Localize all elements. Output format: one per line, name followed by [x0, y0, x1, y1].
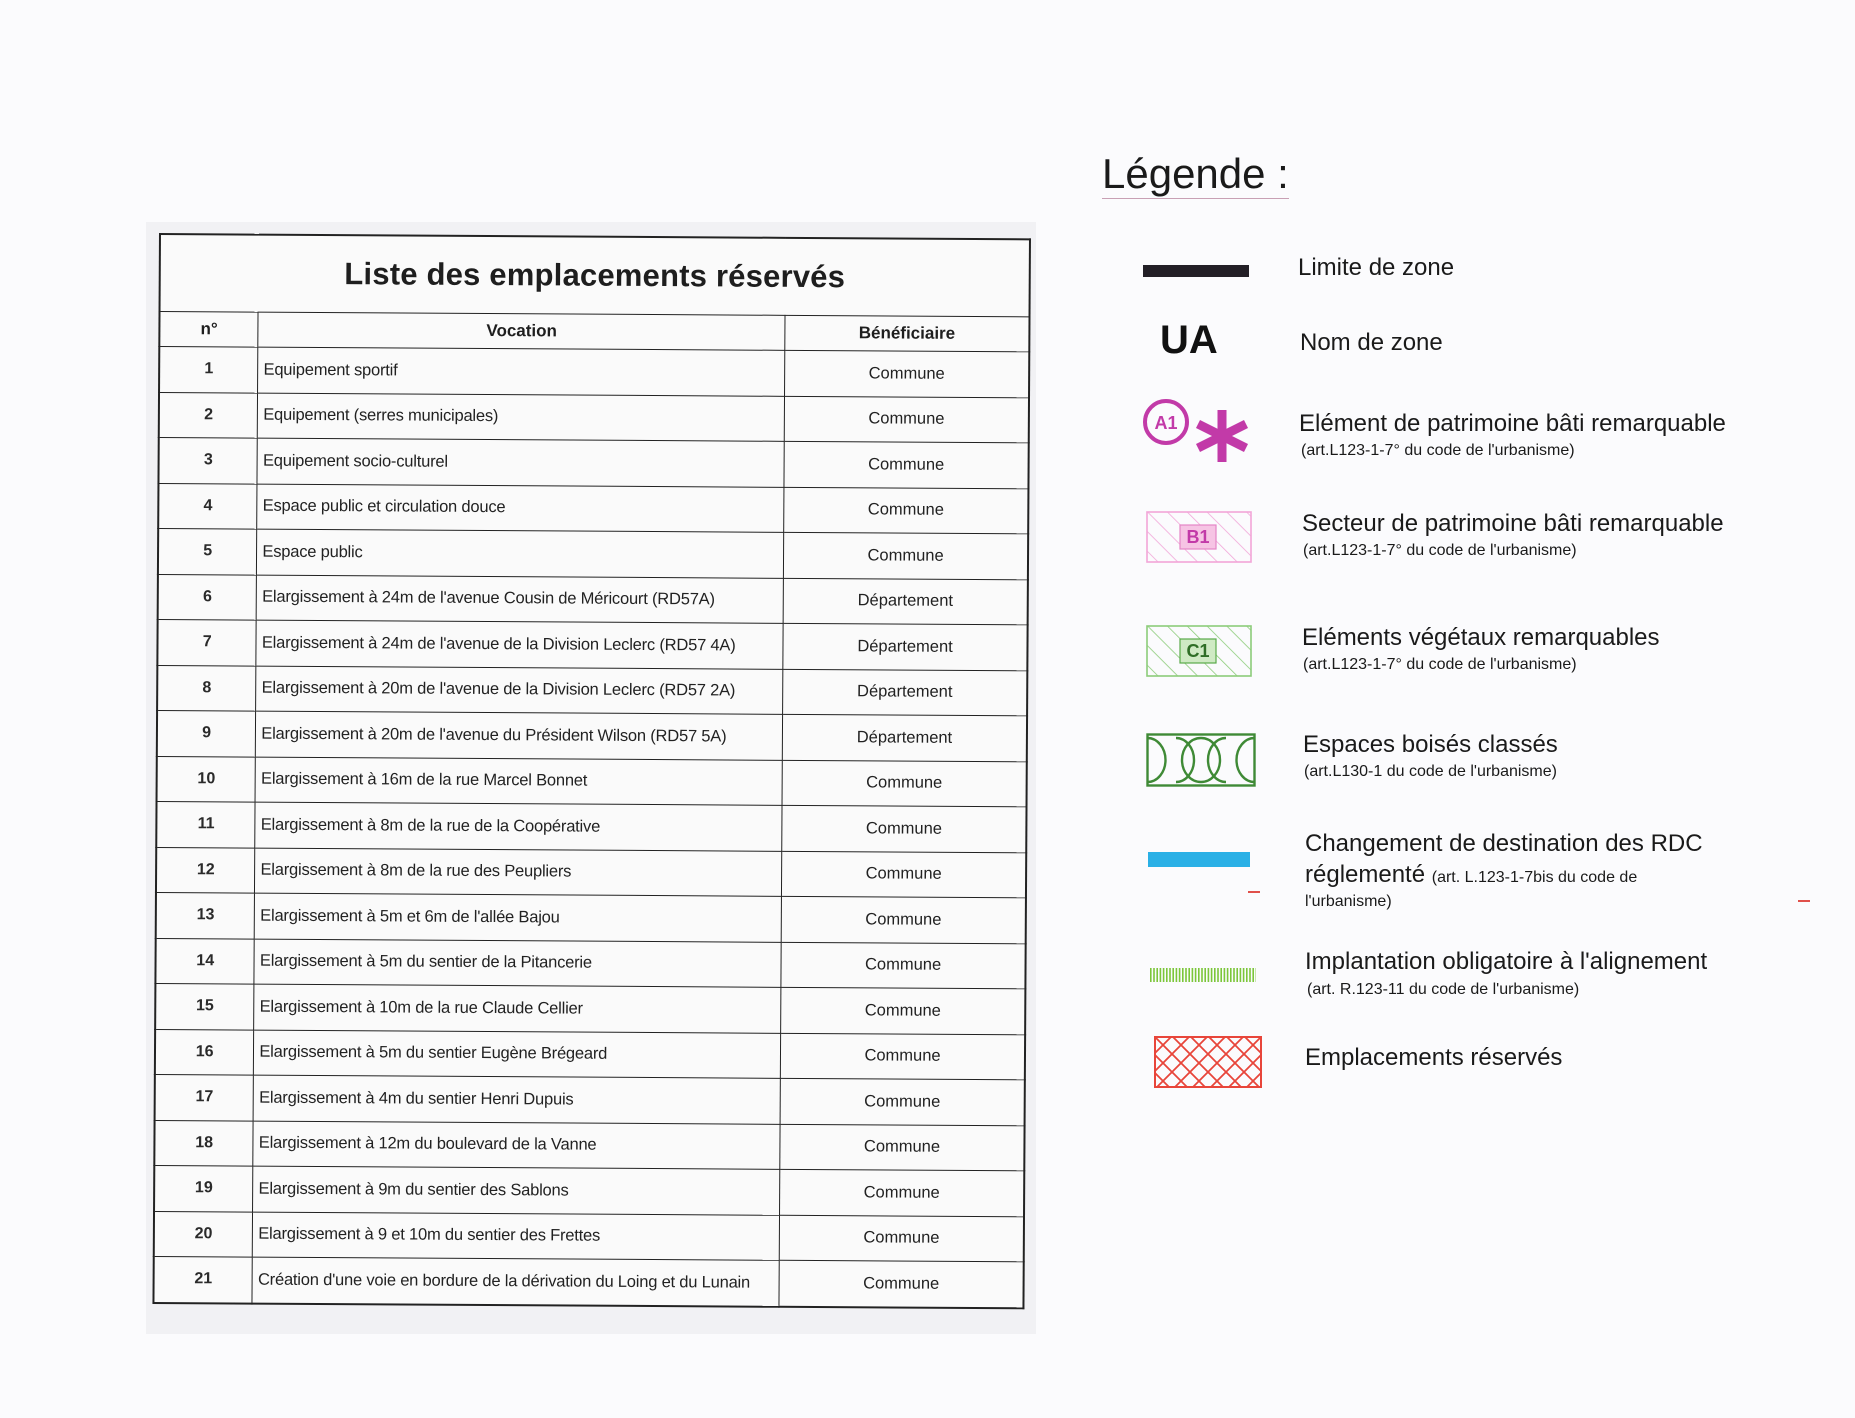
row-vocation: Equipement sportif	[258, 347, 785, 396]
row-number: 20	[154, 1211, 253, 1257]
row-vocation: Elargissement à 20m de l'avenue du Président Wilson (RD57 5A)	[256, 711, 783, 760]
row-number: 1	[159, 347, 258, 393]
row-beneficiary: Commune	[780, 1033, 1025, 1080]
row-beneficiary: Commune	[782, 851, 1027, 898]
row-number: 6	[158, 574, 257, 620]
row-beneficiary: Département	[783, 578, 1028, 625]
row-number: 11	[156, 801, 255, 847]
row-vocation: Elargissement à 20m de l'avenue de la Division Leclerc (RD57 2A)	[256, 666, 783, 715]
table-row	[156, 847, 1026, 898]
legend-label-plant-elements: Eléments végétaux remarquables	[1302, 624, 1660, 651]
row-number: 9	[157, 710, 256, 756]
table-body	[153, 347, 1029, 1308]
legend-note-plant-elements: (art.L123-1-7° du code de l'urbanisme)	[1303, 656, 1577, 673]
row-vocation: Elargissement à 4m du sentier Henri Dupuis	[253, 1075, 780, 1124]
legend-label-classified-woods: Espaces boisés classés	[1303, 731, 1558, 758]
row-beneficiary: Commune	[785, 350, 1030, 397]
pink-hatched-box-icon	[1146, 511, 1252, 563]
magenta-circle-asterisk-icon	[1140, 396, 1260, 468]
row-number: 5	[158, 529, 257, 575]
table-row	[154, 1211, 1024, 1262]
row-number: 7	[157, 619, 256, 665]
legend-label-heritage-sector: Secteur de patrimoine bâti remarquable	[1302, 510, 1724, 537]
row-vocation: Elargissement à 5m du sentier Eugène Brégeard	[254, 1030, 781, 1079]
red-crosshatch-box-icon	[1154, 1036, 1262, 1088]
legend-note-ground-floor-change-line3: l'urbanisme)	[1305, 893, 1392, 910]
row-vocation: Equipement (serres municipales)	[258, 393, 785, 442]
legend-label-zone-name: Nom de zone	[1300, 329, 1443, 356]
legend-label-ground-floor-change-word: réglementé	[1305, 861, 1426, 888]
legend-title: Légende :	[1102, 150, 1289, 197]
row-beneficiary: Commune	[782, 805, 1027, 852]
row-vocation: Création d'une voie en bordure de la dérivation du Loing et du Lunain	[252, 1257, 779, 1306]
row-number: 16	[155, 1029, 254, 1075]
table-title: Liste des emplacements réservés	[160, 234, 1030, 317]
table-row	[157, 619, 1027, 670]
column-header-beneficiary: Bénéficiaire	[785, 315, 1030, 351]
table-row	[155, 938, 1025, 989]
row-beneficiary: Commune	[781, 942, 1026, 989]
legend-note-alignment: (art. R.123-11 du code de l'urbanisme)	[1307, 981, 1580, 998]
table-row	[156, 801, 1026, 852]
table-row	[158, 529, 1028, 580]
row-beneficiary: Commune	[784, 441, 1029, 488]
table-row	[155, 1029, 1025, 1080]
table-row	[155, 1074, 1025, 1125]
green-hatched-box-icon	[1146, 625, 1252, 677]
row-vocation: Elargissement à 5m du sentier de la Pitancerie	[254, 939, 781, 988]
row-vocation: Espace public	[257, 529, 784, 578]
row-beneficiary: Commune	[782, 760, 1027, 807]
row-vocation: Elargissement à 8m de la rue de la Coopérative	[255, 802, 782, 851]
row-vocation: Elargissement à 16m de la rue Marcel Bonnet	[255, 757, 782, 806]
table-row	[157, 665, 1027, 716]
legend-note-heritage-element: (art.L123-1-7° du code de l'urbanisme)	[1301, 442, 1575, 459]
row-beneficiary: Département	[783, 623, 1028, 670]
table-row	[156, 892, 1026, 943]
green-circles-pattern-icon	[1146, 733, 1256, 787]
row-number: 8	[157, 665, 256, 711]
heritage-sector-code: B1	[1186, 527, 1210, 547]
row-beneficiary: Commune	[779, 1260, 1024, 1307]
reserved-sites-table	[152, 233, 1031, 1309]
row-vocation: Elargissement à 24m de l'avenue de la Division Leclerc (RD57 4A)	[256, 620, 783, 669]
row-beneficiary: Commune	[780, 1078, 1025, 1125]
row-vocation: Elargissement à 8m de la rue des Peupliers	[255, 848, 782, 897]
row-vocation: Elargissement à 9m du sentier des Sablons	[253, 1166, 780, 1215]
row-number: 10	[157, 756, 256, 802]
row-vocation: Elargissement à 5m et 6m de l'allée Bajou	[255, 893, 782, 942]
row-number: 2	[159, 392, 258, 438]
row-number: 17	[155, 1074, 254, 1120]
row-vocation: Espace public et circulation douce	[257, 484, 784, 533]
legend-note-heritage-sector: (art.L123-1-7° du code de l'urbanisme)	[1303, 542, 1577, 559]
legend-label-alignment: Implantation obligatoire à l'alignement	[1305, 948, 1708, 975]
row-beneficiary: Commune	[784, 487, 1029, 534]
row-number: 13	[156, 892, 255, 938]
legend-label-zone-limit: Limite de zone	[1298, 254, 1455, 281]
row-number: 21	[153, 1256, 252, 1303]
row-number: 15	[155, 983, 254, 1029]
row-number: 18	[154, 1120, 253, 1166]
zone-code-icon: UA	[1160, 318, 1218, 362]
legend-label-ground-floor-change-line2	[1305, 861, 1637, 889]
table-row	[157, 756, 1027, 807]
row-vocation: Elargissement à 10m de la rue Claude Cellier	[254, 984, 781, 1033]
row-number: 3	[158, 438, 257, 484]
legend-label-ground-floor-change-line1: Changement de destination des RDC	[1305, 830, 1703, 857]
row-vocation: Elargissement à 12m du boulevard de la Vanne	[253, 1121, 780, 1170]
row-beneficiary: Commune	[780, 1169, 1025, 1216]
table-row	[155, 983, 1025, 1034]
table-row	[159, 392, 1029, 443]
row-vocation: Elargissement à 9 et 10m du sentier des Frettes	[253, 1212, 780, 1261]
thick-black-line-icon	[1143, 265, 1249, 277]
legend-label-heritage-element: Elément de patrimoine bâti remarquable	[1299, 410, 1726, 437]
table-row	[159, 347, 1029, 398]
scan-speck	[1248, 891, 1260, 893]
row-number: 12	[156, 847, 255, 893]
legend-note-ground-floor-change: (art. L.123-1-7bis du code de	[1431, 869, 1638, 886]
row-beneficiary: Commune	[784, 396, 1029, 443]
row-vocation: Equipement socio-culturel	[257, 438, 784, 487]
table-row	[157, 710, 1027, 761]
column-header-vocation: Vocation	[258, 312, 785, 350]
blue-line-icon	[1148, 852, 1250, 867]
table-row	[158, 574, 1028, 625]
legend-label-reserved-sites: Emplacements réservés	[1305, 1044, 1563, 1071]
row-beneficiary: Commune	[779, 1215, 1024, 1262]
row-beneficiary: Département	[783, 669, 1028, 716]
row-beneficiary: Commune	[784, 532, 1029, 579]
table-row	[158, 483, 1028, 534]
heritage-element-code: A1	[1154, 413, 1178, 433]
row-beneficiary: Commune	[781, 987, 1026, 1034]
row-beneficiary: Commune	[780, 1124, 1025, 1171]
row-vocation: Elargissement à 24m de l'avenue Cousin de Méricourt (RD57A)	[257, 575, 784, 624]
row-number: 19	[154, 1165, 253, 1211]
plant-elements-code: C1	[1186, 641, 1210, 661]
table-row	[153, 1256, 1023, 1307]
row-beneficiary: Département	[782, 714, 1027, 761]
table-row	[154, 1120, 1024, 1171]
table-row	[154, 1165, 1024, 1216]
row-number: 4	[158, 483, 257, 529]
row-beneficiary: Commune	[781, 896, 1026, 943]
legend-note-classified-woods: (art.L130-1 du code de l'urbanisme)	[1304, 763, 1557, 780]
scan-speck	[1798, 900, 1810, 902]
table-row	[158, 438, 1028, 489]
column-header-number: n°	[159, 312, 258, 348]
row-number: 14	[155, 938, 254, 984]
reserved-sites-table-container	[152, 233, 1039, 1309]
green-dashed-line-icon	[1150, 967, 1256, 983]
